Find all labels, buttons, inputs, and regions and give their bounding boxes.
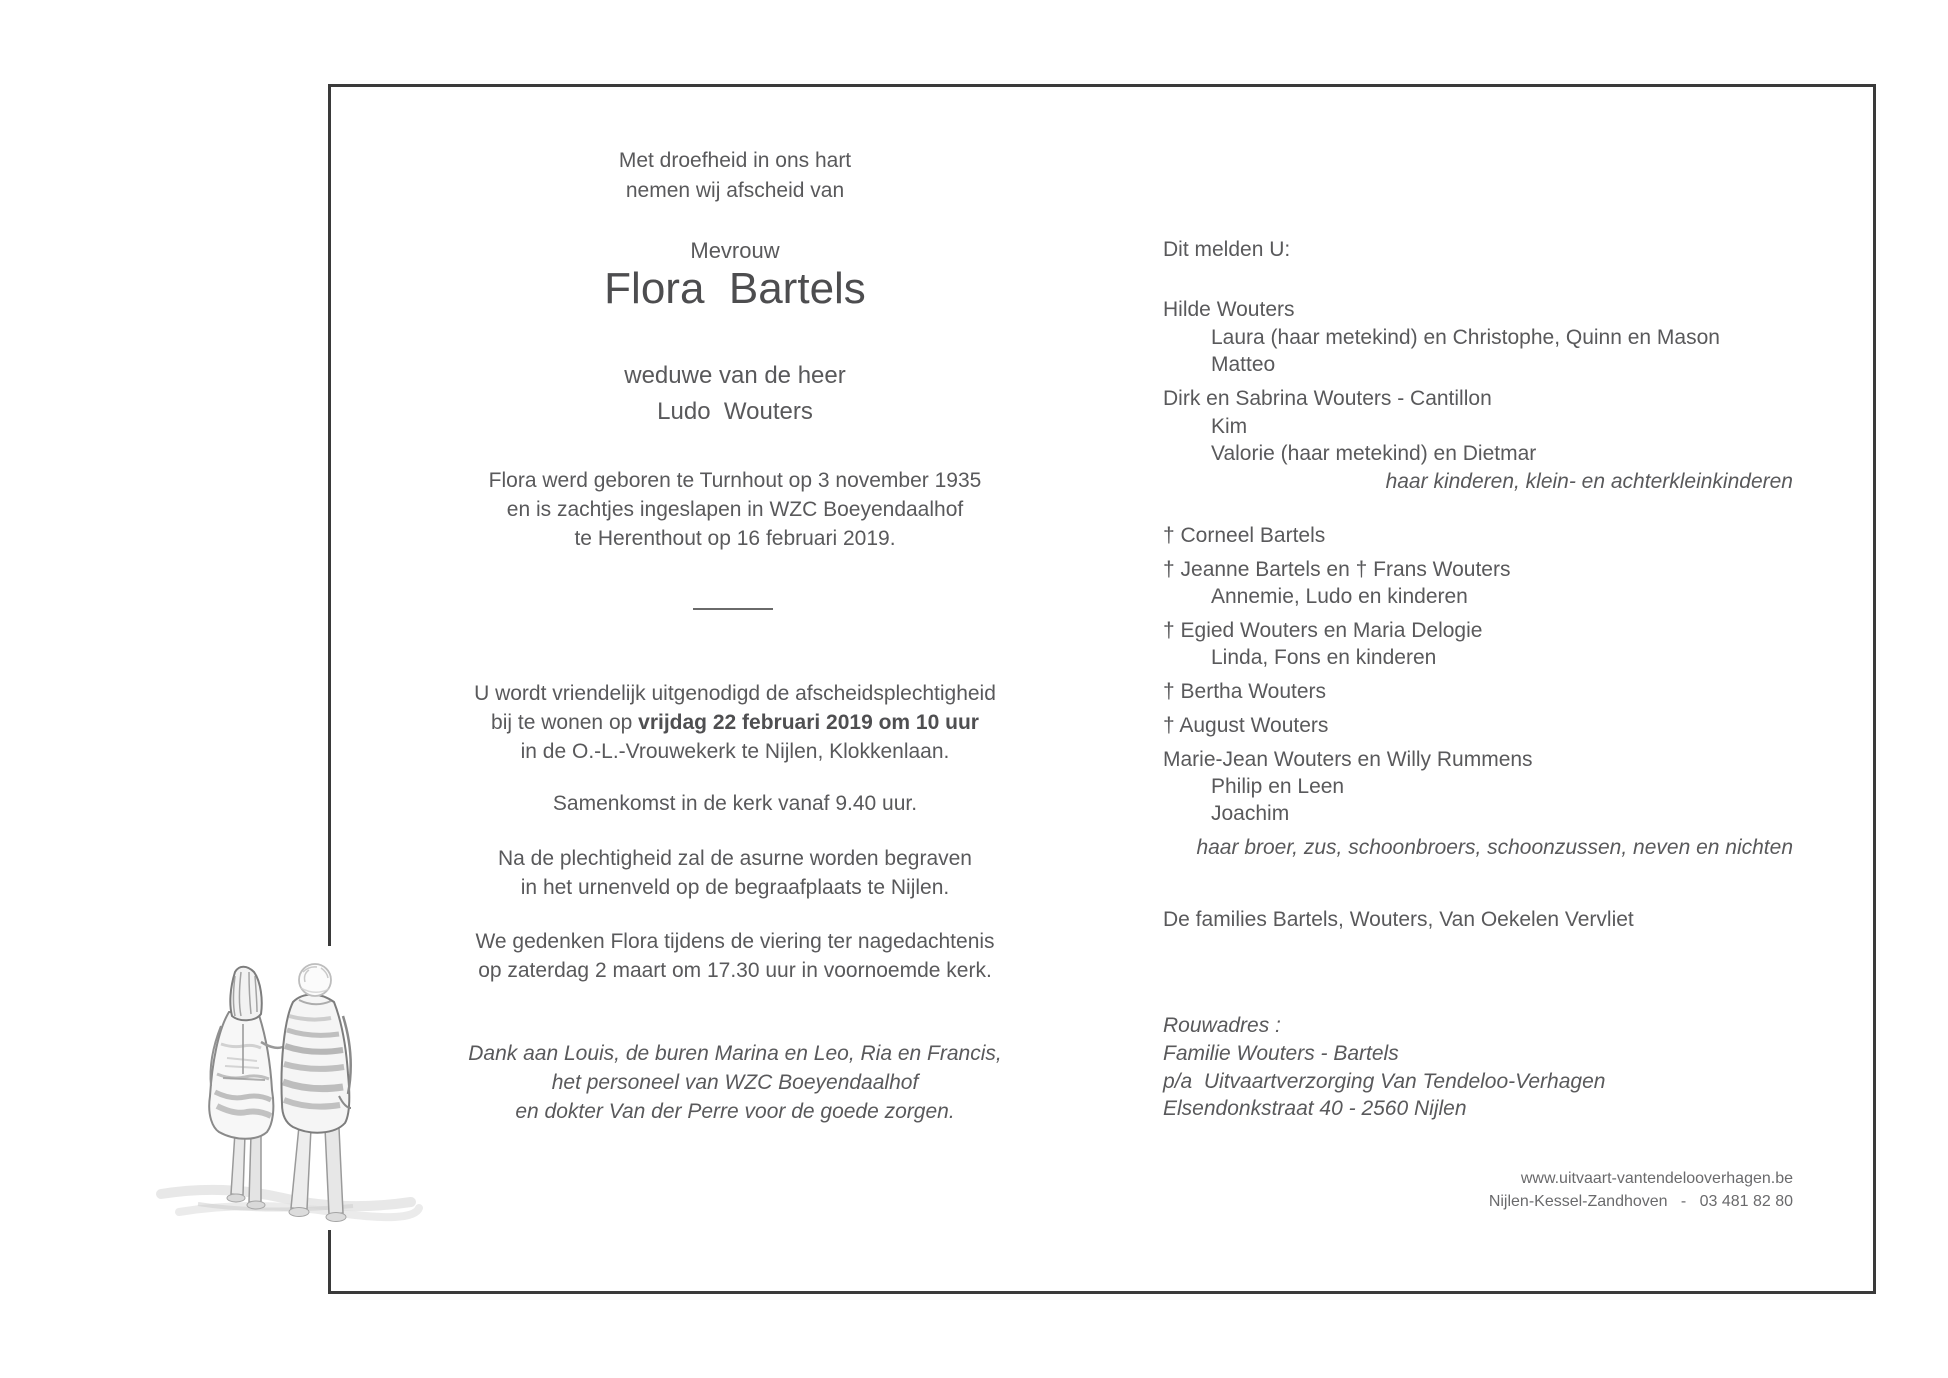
- thanks-line: Dank aan Louis, de buren Marina en Leo, Ria en Francis,: [468, 1042, 1002, 1065]
- death-line: en is zachtjes ingeslapen in WZC Boeyendaalhof: [506, 498, 964, 521]
- separator-rule: [693, 608, 773, 610]
- announce-line: Dit melden U:: [1163, 238, 1291, 261]
- intro-line: Met droefheid in ons hart: [618, 149, 852, 172]
- burial-line: Na de plechtigheid zal de asurne worden begraven: [498, 847, 972, 870]
- memorial-text: [335, 927, 1135, 985]
- relative-name-deceased: † Egied Wouters en Maria Delogie: [1163, 619, 1483, 642]
- death-place-line: te Herenthout op 16 februari 2019.: [574, 527, 896, 550]
- kin-note-children: haar kinderen, klein- en achterkleinkinderen: [1385, 470, 1793, 493]
- invite-date-line: [335, 708, 1135, 737]
- burial-line: in het urnenveld op de begraafplaats te Nijlen.: [520, 876, 950, 899]
- funeral-home-locations-phone: Nijlen-Kessel-Zandhoven - 03 481 82 80: [1488, 1193, 1793, 1210]
- relative-name: Laura (haar metekind) en Christophe, Quinn en Mason: [1211, 326, 1720, 349]
- relative-name: Linda, Fons en kinderen: [1211, 646, 1437, 669]
- mourning-address-label: Rouwadres :: [1163, 1014, 1281, 1037]
- relative-name: Kim: [1211, 415, 1248, 438]
- gathering-time: Samenkomst in de kerk vanaf 9.40 uur.: [552, 792, 918, 815]
- relative-name: Joachim: [1211, 802, 1290, 825]
- thanks-line: het personeel van WZC Boeyendaalhof: [551, 1071, 919, 1094]
- intro-text: [335, 146, 1135, 206]
- invite-date-prefix: bij te wonen op: [491, 711, 639, 734]
- spouse-name: Ludo Wouters: [657, 398, 813, 425]
- relative-name: Matteo: [1211, 353, 1276, 376]
- funeral-home-website: www.uitvaart-vantendelooverhagen.be: [1520, 1170, 1793, 1187]
- relative-name-deceased: † August Wouters: [1163, 714, 1329, 737]
- relative-name: Dirk en Sabrina Wouters - Cantillon: [1163, 387, 1492, 410]
- relative-name: Marie-Jean Wouters en Willy Rummens: [1163, 748, 1533, 771]
- mourning-address-line: p/a Uitvaartverzorging Van Tendeloo-Verhagen: [1163, 1070, 1606, 1093]
- relative-name-deceased: † Corneel Bartels: [1163, 524, 1326, 547]
- life-dates-text: [335, 466, 1135, 553]
- relative-name: Philip en Leen: [1211, 775, 1345, 798]
- families-line: De families Bartels, Wouters, Van Oekelen Vervliet: [1163, 908, 1634, 931]
- mourning-address-line: Elsendonkstraat 40 - 2560 Nijlen: [1163, 1097, 1467, 1120]
- relative-name: Annemie, Ludo en kinderen: [1211, 585, 1468, 608]
- birth-line: Flora werd geboren te Turnhout op 3 november 1935: [488, 469, 982, 492]
- ceremony-invitation: [335, 679, 1135, 766]
- thanks-text: [335, 1039, 1135, 1126]
- relative-name-deceased: † Bertha Wouters: [1163, 680, 1327, 703]
- relative-name-deceased: † Jeanne Bartels en † Frans Wouters: [1163, 558, 1511, 581]
- honorific: Mevrouw: [690, 238, 780, 263]
- kin-note-siblings: haar broer, zus, schoonbroers, schoonzussen, neven en nichten: [1196, 836, 1793, 859]
- relative-name: Hilde Wouters: [1163, 298, 1295, 321]
- relative-name: Valorie (haar metekind) en Dietmar: [1211, 442, 1537, 465]
- mourning-address-line: Familie Wouters - Bartels: [1163, 1042, 1399, 1065]
- invite-line: U wordt vriendelijk uitgenodigd de afscheidsplechtigheid: [474, 682, 996, 705]
- thanks-line: en dokter Van der Perre voor de goede zorgen.: [515, 1100, 955, 1123]
- burial-text: [335, 844, 1135, 902]
- memorial-line: We gedenken Flora tijdens de viering ter nagedachtenis: [475, 930, 995, 953]
- intro-line: nemen wij afscheid van: [625, 179, 845, 202]
- church-line: in de O.-L.-Vrouwekerk te Nijlen, Klokkenlaan.: [520, 740, 950, 763]
- deceased-name: Flora Bartels: [604, 264, 866, 313]
- ceremony-date: vrijdag 22 februari 2019 om 10 uur: [638, 711, 979, 734]
- widow-of-text: [335, 358, 1135, 430]
- memorial-line: op zaterdag 2 maart om 17.30 uur in voornoemde kerk.: [478, 959, 992, 982]
- widow-line: weduwe van de heer: [624, 362, 846, 389]
